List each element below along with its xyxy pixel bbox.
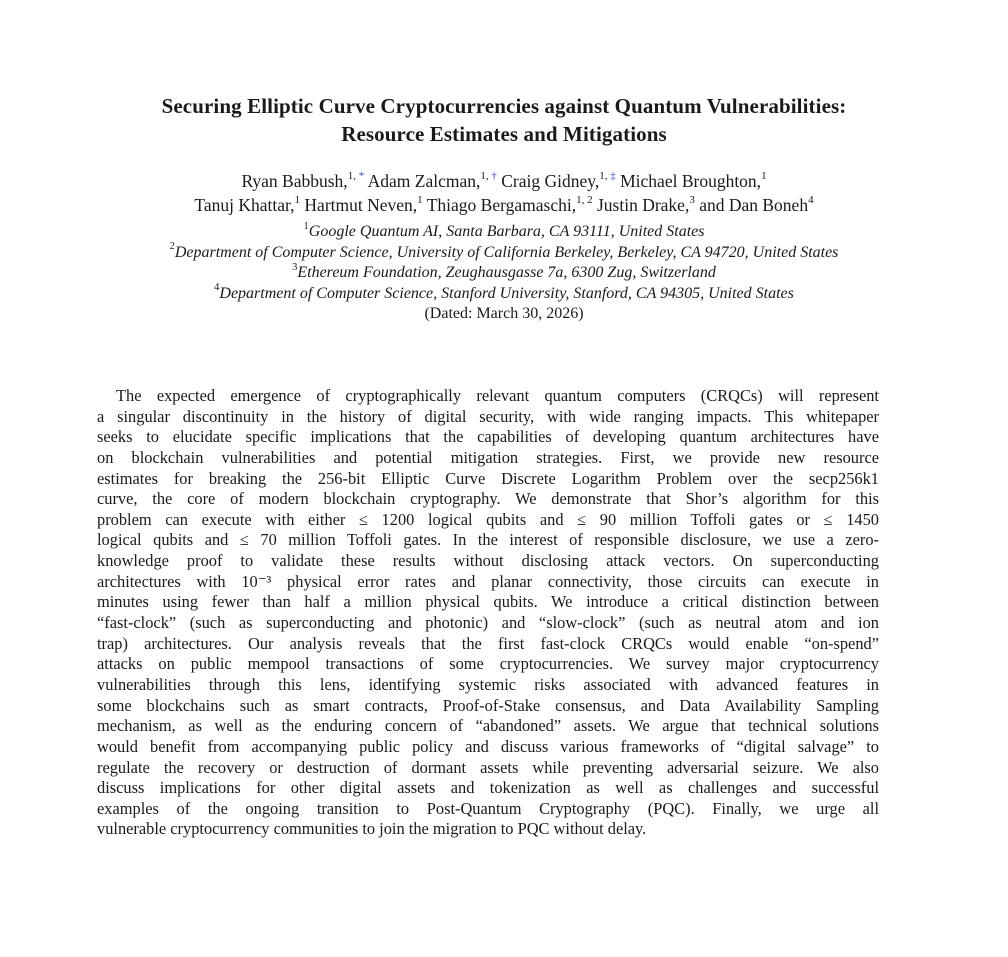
affiliation: $^1$Google Quantum AI, Santa Barbara, CA 93111, United States [303, 220, 705, 240]
title-line: Resource Estimates and Mitigations [341, 122, 667, 146]
abstract-line: on blockchain vulnerabilities and potential mitigation strategies. First, we provide new resource [97, 447, 879, 467]
abstract-line: trap) architectures. Our analysis reveals that the first fast-clock CRQCs would enable “on-spend” [97, 633, 879, 653]
abstract-line: examples of the ongoing transition to Post-Quantum Cryptography (PQC). Finally, we urge all [97, 798, 879, 818]
abstract-line: problem can execute with either ≤ 1200 logical qubits and ≤ 90 million Toffoli gates or ≤ 1450 [97, 509, 879, 529]
author: Ryan Babbush,$^{1, *}$ [241, 170, 365, 191]
abstract-line: would benefit from accompanying public policy and discuss various frameworks of “digital salvage” to [97, 736, 879, 756]
affiliation: $^3$Ethereum Foundation, Zeughausgasse 7a, 6300 Zug, Switzerland [292, 261, 716, 281]
author: Tanuj Khattar,$^1$ [194, 194, 301, 215]
abstract-line: a singular discontinuity in the history of digital security, with wide ranging impacts. This whitepaper [97, 406, 879, 426]
author: Justin Drake,$^3$ [596, 194, 695, 215]
abstract-line: mechanism, as well as the enduring concern of “abandoned” assets. We argue that technical solutions [97, 716, 879, 736]
affiliation: $^4$Department of Computer Science, Stanford University, Stanford, CA 94305, United States [214, 282, 794, 302]
date-line: (Dated: March 30, 2026) [424, 305, 584, 322]
abstract-line: discuss implications for other digital assets and tokenization as well as challenges and successful [97, 778, 879, 798]
title-line: Securing Elliptic Curve Cryptocurrencies against Quantum Vulnerabilities: [161, 94, 847, 118]
abstract-line: “fast-clock” (such as superconducting and photonic) and “slow-clock” (such as neutral atom and ion [97, 613, 879, 633]
abstract [97, 386, 879, 840]
abstract-line: curve, the core of modern blockchain cryptography. We demonstrate that Shor’s algorithm for this [97, 489, 879, 509]
abstract-line: estimates for breaking the 256-bit Elliptic Curve Discrete Logarithm Problem over the secp256k1 [97, 468, 879, 488]
abstract-line: attacks on public mempool transactions of some cryptocurrencies. We survey major cryptocurrency [97, 654, 879, 674]
abstract-line: minutes using fewer than half a million physical qubits. We introduce a critical distinction between [97, 592, 879, 612]
abstract-line: logical qubits and ≤ 70 million Toffoli gates. In the interest of responsible disclosure, we use a zero- [97, 530, 879, 550]
abstract-line: seeks to elucidate specific implications that the capabilities of developing quantum architectures have [97, 427, 879, 447]
footnote-mark[interactable]: † [491, 170, 497, 183]
abstract-line: The expected emergence of cryptographically relevant quantum computers (CRQCs) will represent [116, 386, 879, 405]
author: Michael Broughton,$^1$ [620, 170, 767, 191]
author: Hartmut Neven,$^1$ [304, 194, 423, 215]
author: and Dan Boneh$^4$ [699, 194, 814, 215]
affiliation: $^2$Department of Computer Science, University of California Berkeley, Berkeley, CA 94720, United States [169, 241, 839, 261]
abstract-line: architectures with 10⁻³ physical error rates and planar connectivity, those circuits can execute in [97, 571, 879, 591]
abstract-line: vulnerabilities through this lens, identifying systemic risks associated with advanced features in [97, 674, 879, 694]
abstract-line: knowledge proof to validate these results without disclosing attack vectors. On superconducting [97, 551, 879, 571]
author-list [0, 169, 1008, 217]
affiliation-list [0, 222, 1008, 304]
abstract-line: some blockchains such as smart contracts, Proof-of-Stake consensus, and Data Availability Sampling [97, 695, 879, 715]
paper-title [0, 92, 1008, 148]
abstract-line: regulate the recovery or destruction of dormant assets while preventing adversarial seizure. We also [97, 757, 879, 777]
author: Adam Zalcman,$^{1, \dagger}$ [367, 170, 497, 191]
footnote-mark[interactable]: * [358, 170, 365, 183]
author: Thiago Bergamaschi,$^{1, 2}$ [426, 194, 593, 215]
author-line [0, 193, 1008, 217]
footnote-mark[interactable]: ‡ [610, 170, 616, 183]
author-line [0, 169, 1008, 193]
author: Craig Gidney,$^{1, \ddagger}$ [501, 170, 616, 191]
abstract-line: vulnerable cryptocurrency communities to join the migration to PQC without delay. [97, 819, 647, 839]
